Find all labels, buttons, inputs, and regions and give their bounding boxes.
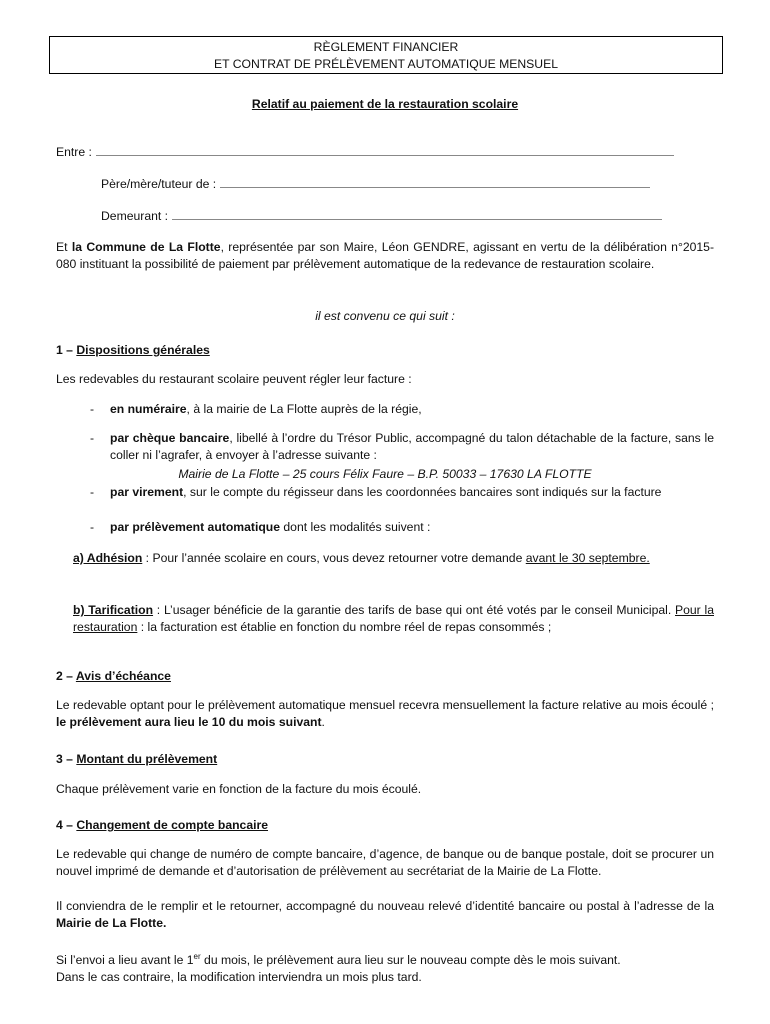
- demeurant-label: Demeurant :: [101, 209, 169, 223]
- entre-field[interactable]: [56, 143, 674, 161]
- adhesion-paragraph: a) Adhésion : Pour l’année scolaire en cours, vous devez retourner votre demande avant le 30 septembre.: [73, 551, 650, 565]
- demeurant-field[interactable]: [101, 207, 662, 225]
- section-3-text: Chaque prélèvement varie en fonction de la facture du mois écoulé.: [56, 782, 422, 796]
- section-2-text: Le redevable optant pour le prélèvement automatique mensuel recevra mensuellement la facture relative au mois écoulé ; le prélèvement aura lieu le 10 du mois suivant.: [56, 698, 714, 729]
- section-3-title: 3 – Montant du prélèvement: [56, 752, 218, 766]
- list-item: par prélèvement automatique dont les modalités suivent :: [110, 520, 431, 534]
- section-4-p1: Le redevable qui change de numéro de compte bancaire, d’agence, de banque ou de banque postale, doit se procurer un nouvel imprimé de demande et d’autorisation de prélèvement au secrétariat de la Mairie de La Flotte.: [56, 847, 714, 878]
- section-2-title: 2 – Avis d’échéance: [56, 669, 171, 683]
- parent-field[interactable]: [101, 175, 650, 193]
- section-4-p2: Il conviendra de le remplir et le retourner, accompagné du nouveau relevé d’identité bancaire ou postal à l’adresse de la Mairie de La Flotte.: [56, 899, 714, 930]
- title-line-1: RÈGLEMENT FINANCIER: [313, 40, 459, 54]
- list-item: en numéraire, à la mairie de La Flotte auprès de la régie,: [110, 402, 422, 416]
- bullet-2: -: [90, 431, 95, 445]
- tarification-paragraph: b) Tarification : L’usager bénéficie de la garantie des tarifs de base qui ont été votés par le conseil Municipal. Pour la restauration : la facturation est établie en fonction du nombre réel de repas consommés ;: [73, 603, 714, 634]
- bullet-3: -: [90, 485, 95, 499]
- mailing-address: Mairie de La Flotte – 25 cours Félix Faure – B.P. 50033 – 17630 LA FLOTTE: [178, 467, 592, 481]
- parent-label: Père/mère/tuteur de :: [101, 177, 217, 191]
- demeurant-line[interactable]: [172, 207, 662, 220]
- intro-paragraph: Et la Commune de La Flotte, représentée par son Maire, Léon GENDRE, agissant en vertu de la délibération n°2015-080 instituant la possibilité de paiement par prélèvement automatique de la redevance de restauration scolaire.: [56, 240, 715, 271]
- section-1-title: 1 – Dispositions générales: [56, 343, 210, 357]
- list-item: par chèque bancaire, libellé à l’ordre du Trésor Public, accompagné du talon détachable de la facture, sans le coller ni l’agrafer, à envoyer à l’adresse suivante :: [110, 431, 715, 462]
- bullet-4: -: [90, 520, 95, 534]
- bullet-1: -: [90, 402, 95, 416]
- section-4-p4: Dans le cas contraire, la modification interviendra un mois plus tard.: [56, 970, 422, 984]
- entre-line[interactable]: [96, 143, 674, 156]
- list-item: par virement, sur le compte du régisseur dans les coordonnées bancaires sont indiqués sur la facture: [110, 485, 662, 499]
- convenu-text: il est convenu ce qui suit :: [315, 309, 455, 323]
- entre-label: Entre :: [56, 145, 92, 159]
- section-1-intro: Les redevables du restaurant scolaire peuvent régler leur facture :: [56, 372, 412, 386]
- title-box: [49, 36, 723, 74]
- section-4-title: 4 – Changement de compte bancaire: [56, 818, 269, 832]
- title-line-2: ET CONTRAT DE PRÉLÈVEMENT AUTOMATIQUE MENSUEL: [213, 57, 559, 71]
- subtitle: Relatif au paiement de la restauration scolaire: [251, 97, 519, 111]
- section-4-p3: Si l’envoi a lieu avant le 1er du mois, le prélèvement aura lieu sur le nouveau compte dès le mois suivant.: [56, 951, 621, 967]
- parent-line[interactable]: [220, 175, 650, 188]
